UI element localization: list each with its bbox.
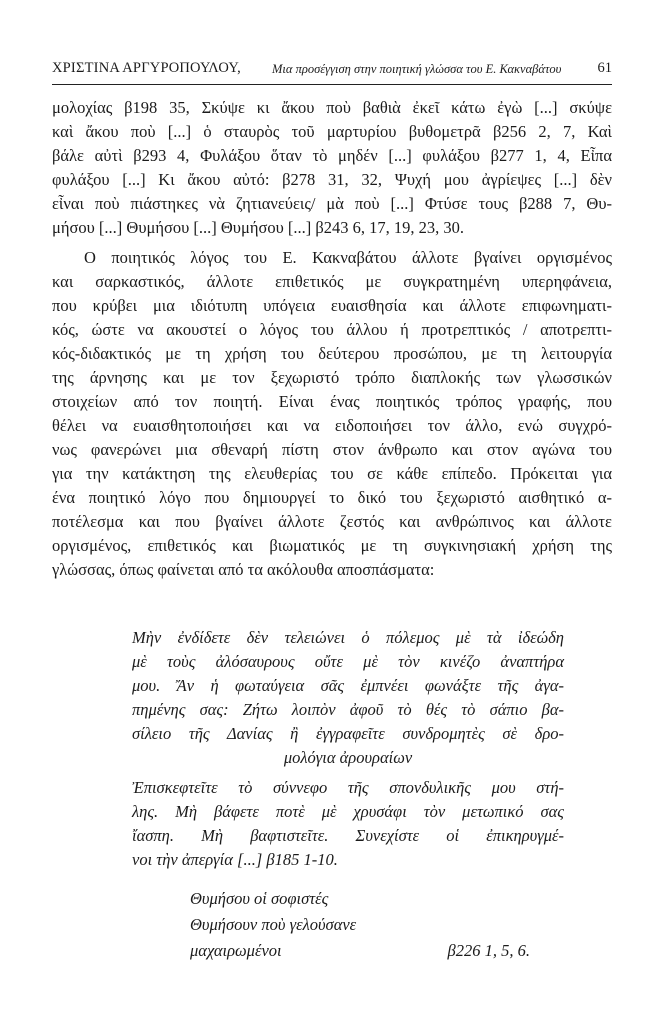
text-line: ποτέλεσμα και που βγαίνει άλλοτε ζεστός και ανθρώπινος και άλλοτε: [52, 512, 612, 531]
quote-block-2: [132, 776, 564, 872]
text-line: για την κατάκτηση της ελευθερίας του σε κάθε επίπεδο. Πρόκειται για: [52, 464, 612, 483]
text-line: εἶναι ποὺ πιάστηκες νὰ ζητιανεύεις/ μὰ ποὺ [...] Φτύσε τους β288 7, Θυ-: [52, 194, 612, 213]
quote-line: ἴασπη. Μὴ βαφτιστεῖτε. Συνεχίστε οἱ ἐπικηρυγμέ-: [132, 826, 564, 845]
page-number: 61: [597, 60, 612, 76]
text-line: της άρνησης και με τον ξεχωριστό τρόπο διαπλοκής των γλωσσικών: [52, 368, 612, 387]
text-line: μολοχίας β198 35, Σκύψε κι ἄκου ποὺ βαθιὰ ἐκεῖ κάτω ἐγὼ [...] σκύψε: [52, 98, 612, 117]
quote-line: σίλειο τῆς Δανίας ἢ ἐγγραφεῖτε συνδρομητὲς σὲ δρο-: [132, 724, 564, 743]
header-author: ΧΡΙΣΤΙΝΑ ΑΡΓΥΡΟΠΟΥΛΟΥ,: [52, 60, 242, 76]
quote-line: Ἐπισκεφτεῖτε τὸ σύννεφο τῆς σπονδυλικῆς μου στή-: [132, 778, 564, 797]
quote-line: μου. Ἄν ἡ φωταύγεια σᾶς ἐμπνέει φωνάξτε τῆς ἀγα-: [132, 676, 564, 695]
text-line: νως φανερώνει μια σθεναρή πίστη στον άνθρωπο και στον αγώνα του: [52, 440, 612, 459]
text-line: ένα ποιητικό λόγο που δημιουργεί το δικό του ξεχωριστό αισθητικό α-: [52, 488, 612, 507]
paragraph-2: [52, 246, 612, 582]
quote-line: μὲ τοὺς ἀλόσαυρους οὔτε μὲ τὸν κινέζο ἀναπτήρα: [132, 652, 564, 671]
text-line: που κρύβει μια ιδιότυπη υπόγεια ευαισθησία και άλλοτε επιφωνηματι-: [52, 296, 612, 315]
poem-line-last: [190, 938, 530, 964]
quote-block-1: [132, 626, 564, 770]
text-line: θέλει να ευαισθητοποιήσει και να ειδοποιήσει τον άλλο, ενώ συγχρό-: [52, 416, 612, 435]
header-rule: [52, 84, 612, 85]
quote-line: Μὴν ἐνδίδετε δὲν τελειώνει ὁ πόλεμος μὲ τὰ ἰδεώδη: [132, 628, 564, 647]
poem-line: Θυμήσουν ποὺ γελούσανε: [190, 915, 357, 934]
poem-excerpt: [190, 886, 530, 964]
quote-line: νοι τὴν ἀπεργία [...] β185 1-10.: [132, 850, 338, 869]
text-line: και σαρκαστικός, άλλοτε επιθετικός με συγκρατημένη υπερηφάνεια,: [52, 272, 612, 291]
body-text: [52, 96, 612, 582]
poem-reference: β226 1, 5, 6.: [447, 941, 530, 960]
text-line: Ο ποιητικός λόγος του Ε. Κακναβάτου άλλοτε βγαίνει οργισμένος: [84, 248, 612, 267]
text-line: μήσου [...] Θυμήσου [...] Θυμήσου [...] β243 6, 17, 19, 23, 30.: [52, 218, 465, 237]
poem-line-text: μαχαιρωμένοι: [190, 941, 282, 960]
quote-line: λης. Μὴ βάφετε ποτὲ μὲ χρυσάφι τὸν μετωπικό σας: [132, 802, 564, 821]
poem-line: Θυμήσου οἱ σοφιστές: [190, 889, 329, 908]
header-title: Μια προσέγγιση στην ποιητική γλώσσα του Ε. Κακναβάτου: [272, 62, 562, 76]
text-line: κός-διδακτικός με τη χρήση του δεύτερου προσώπου, με τη λειτουργία: [52, 344, 612, 363]
quote-line: μολόγια ἀρουραίων: [283, 748, 413, 767]
text-line: οργισμένος, επιθετικός και βιωματικός με τη συγκινησιακή χρήση της: [52, 536, 612, 555]
text-line: στοιχείων από τον ποιητή. Είναι ένας ποιητικός τρόπος γραφής, που: [52, 392, 612, 411]
quoted-excerpt: [132, 626, 564, 872]
text-line: καὶ ἄκου ποὺ [...] ὁ σταυρὸς τοῦ μαρτυρίου βυθομετρᾶ β256 2, 7, Καὶ: [52, 122, 612, 141]
text-line: φυλάξου [...] Κι ἄκου αὐτό: β278 31, 32, Ψυχή μου ἀγρίεψες [...] δὲν: [52, 170, 612, 189]
text-line: βάλε αὐτὶ β293 4, Φυλάξου ὅταν τὸ μηδέν [...] φυλάξου β277 1, 4, Εἶπα: [52, 146, 612, 165]
text-line: γλώσσας, όπως φαίνεται από τα ακόλουθα αποσπάσματα:: [52, 560, 435, 579]
running-header: [52, 60, 612, 82]
quote-line: πημένης σας: Ζήτω λοιπὸν ἀφοῦ τὸ θές τὸ σάπιο βα-: [132, 700, 564, 719]
paragraph-1: [52, 96, 612, 240]
text-line: κός, ώστε να ακουστεί ο λόγος του άλλου ή προτρεπτικός / αποτρεπτι-: [52, 320, 612, 339]
